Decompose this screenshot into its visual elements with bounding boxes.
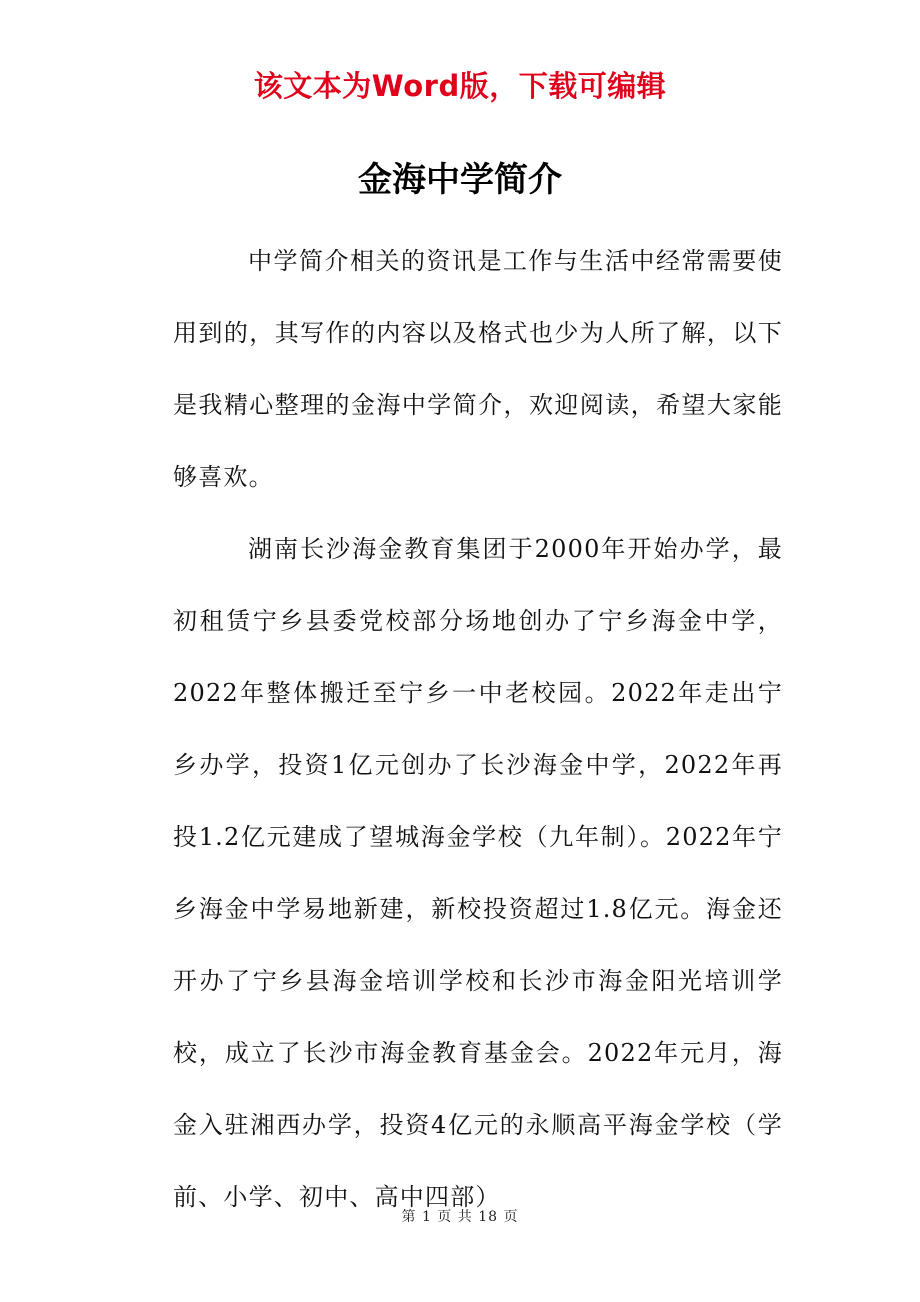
download-banner: 该文本为Word版，下载可编辑: [253, 69, 667, 103]
page-number-footer: 第 1 页 共 18 页: [401, 1209, 519, 1225]
document-title: 金海中学简介: [358, 160, 562, 200]
document-body: [173, 225, 783, 1233]
intro-paragraph: 中学简介相关的资讯是工作与生活中经常需要使用到的，其写作的内容以及格式也少为人所了解，以下是我精心整理的金海中学简介，欢迎阅读，希望大家能够喜欢。: [173, 247, 783, 491]
history-paragraph: 湖南长沙海金教育集团于2000年开始办学，最初租赁宁乡县委党校部分场地创办了宁乡海金中学，2022年整体搬迁至宁乡一中老校园。2022年走出宁乡办学，投资1亿元创办了长沙海金中学，2022年再投1.2亿元建成了望城海金学校（九年制）。2022年宁乡海金中学易地新建，新校投资超过1.8亿元。海金还开办了宁乡县海金培训学校和长沙市海金阳光培训学校，成立了长沙市海金教育基金会。2022年元月，海金入驻湘西办学，投资4亿元的永顺高平海金学校（学前、小学、初中、高中四部）: [173, 535, 783, 1211]
